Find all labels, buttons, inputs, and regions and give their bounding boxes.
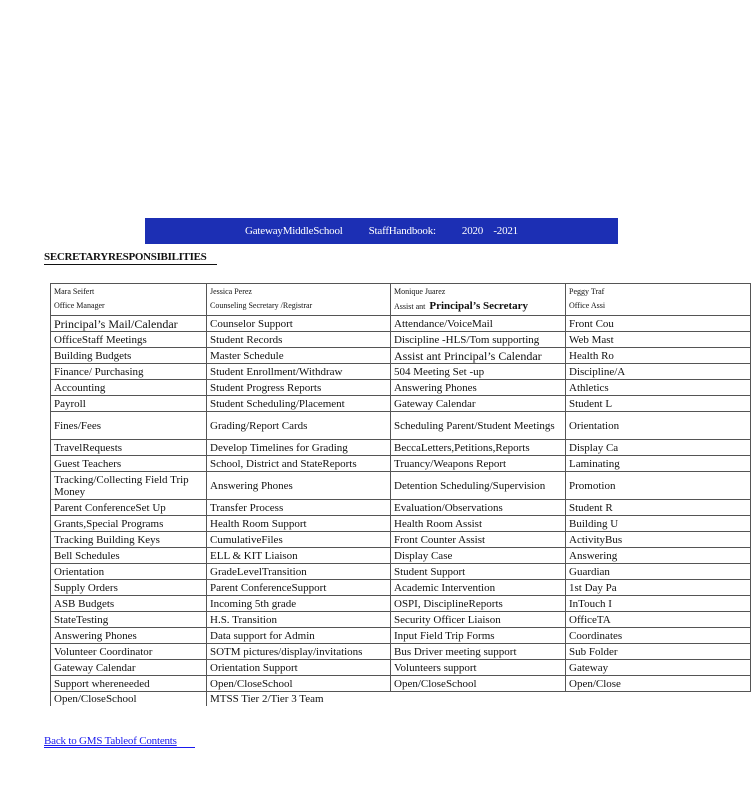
table-row (51, 456, 751, 472)
table-cell: Student Enrollment/Withdraw (207, 364, 391, 380)
table-cell: Volunteer Coordinator (51, 644, 207, 660)
staff-header-cell: Mara Seifert Office Manager (51, 284, 207, 316)
table-cell: Front Counter Assist (391, 532, 566, 548)
table-cell: Answering Phones (391, 380, 566, 396)
back-to-contents-link[interactable]: Back to GMS Tableof Contents (44, 735, 195, 748)
page-heading: SECRETARYRESPONSIBILITIES (44, 251, 217, 265)
table-cell: OSPI, DisciplineReports (391, 596, 566, 612)
table-cell: TravelRequests (51, 440, 207, 456)
table-row (51, 692, 751, 707)
table-cell: Grading/Report Cards (207, 412, 391, 440)
responsibilities-table (50, 283, 751, 706)
table-row (51, 580, 751, 596)
table-cell: Student Support (391, 564, 566, 580)
table-cell: Grants,Special Programs (51, 516, 207, 532)
table-row (51, 348, 751, 364)
table-cell: Sub Folder (566, 644, 751, 660)
year-range: 2020 -2021 (461, 225, 518, 237)
table-cell: OfficeTA (566, 612, 751, 628)
table-row (51, 396, 751, 412)
table-cell: Input Field Trip Forms (391, 628, 566, 644)
table-row (51, 364, 751, 380)
table-row (51, 472, 751, 500)
table-cell: Answering Phones (51, 628, 207, 644)
staff-header-cell: Jessica Perez Counseling Secretary /Registrar (207, 284, 391, 316)
table-cell: GradeLevelTransition (207, 564, 391, 580)
table-cell: Accounting (51, 380, 207, 396)
table-cell: Support whereneeded (51, 676, 207, 692)
staff-header-cell: Peggy Traf Office Assi (566, 284, 751, 316)
table-cell: Transfer Process (207, 500, 391, 516)
table-row (51, 628, 751, 644)
table-cell: Guardian (566, 564, 751, 580)
table-cell: Health Room Support (207, 516, 391, 532)
table-cell: Open/Close (566, 676, 751, 692)
responsibilities-table-container (50, 283, 626, 715)
staff-header-row (51, 284, 751, 316)
table-cell: Finance/ Purchasing (51, 364, 207, 380)
table-row (51, 676, 751, 692)
table-cell: Gateway Calendar (51, 660, 207, 676)
table-cell: Bus Driver meeting support (391, 644, 566, 660)
table-cell: Payroll (51, 396, 207, 412)
table-cell: Gateway (566, 660, 751, 676)
table-row (51, 380, 751, 396)
table-row (51, 332, 751, 348)
table-cell: Gateway Calendar (391, 396, 566, 412)
table-row (51, 612, 751, 628)
table-cell: OfficeStaff Meetings (51, 332, 207, 348)
table-row (51, 516, 751, 532)
table-cell: Student Progress Reports (207, 380, 391, 396)
table-cell: 1st Day Pa (566, 580, 751, 596)
handbook-banner (145, 218, 618, 244)
table-cell: Display Case (391, 548, 566, 564)
table-row (51, 644, 751, 660)
table-cell: Web Mast (566, 332, 751, 348)
table-cell: Master Schedule (207, 348, 391, 364)
table-row (51, 660, 751, 676)
table-row (51, 548, 751, 564)
table-cell: Health Room Assist (391, 516, 566, 532)
table-cell: Student Scheduling/Placement (207, 396, 391, 412)
table-cell: H.S. Transition (207, 612, 391, 628)
table-cell: ASB Budgets (51, 596, 207, 612)
table-cell: Student L (566, 396, 751, 412)
table-cell: Display Ca (566, 440, 751, 456)
table-cell: Laminating (566, 456, 751, 472)
table-row (51, 532, 751, 548)
table-cell: Health Ro (566, 348, 751, 364)
table-cell: ELL & KIT Liaison (207, 548, 391, 564)
table-cell: Volunteers support (391, 660, 566, 676)
table-cell: Building U (566, 516, 751, 532)
table-cell: Attendance/VoiceMail (391, 316, 566, 332)
table-row (51, 316, 751, 332)
table-cell: Building Budgets (51, 348, 207, 364)
table-cell: Counselor Support (207, 316, 391, 332)
table-cell: Evaluation/Observations (391, 500, 566, 516)
table-cell: Develop Timelines for Grading (207, 440, 391, 456)
table-row (51, 564, 751, 580)
table-cell: StateTesting (51, 612, 207, 628)
table-cell: Principal’s Mail/Calendar (51, 316, 207, 332)
table-cell: Answering Phones (207, 472, 391, 500)
table-cell: Coordinates (566, 628, 751, 644)
table-cell: InTouch I (566, 596, 751, 612)
table-cell: Fines/Fees (51, 412, 207, 440)
table-cell: Student Records (207, 332, 391, 348)
table-cell: ActivityBus (566, 532, 751, 548)
table-cell: Guest Teachers (51, 456, 207, 472)
table-cell: Front Cou (566, 316, 751, 332)
table-cell: Open/CloseSchool (51, 692, 207, 707)
table-cell: Discipline/A (566, 364, 751, 380)
table-cell: School, District and StateReports (207, 456, 391, 472)
table-cell: Assist ant Principal’s Calendar (391, 348, 566, 364)
table-cell: Truancy/Weapons Report (391, 456, 566, 472)
table-cell: Open/CloseSchool (207, 676, 391, 692)
table-cell: BeccaLetters,Petitions,Reports (391, 440, 566, 456)
table-cell: MTSS Tier 2/Tier 3 Team (207, 692, 391, 707)
table-cell: Parent ConferenceSet Up (51, 500, 207, 516)
table-cell: Data support for Admin (207, 628, 391, 644)
handbook-label: StaffHandbook: (368, 225, 436, 237)
table-cell: Athletics (566, 380, 751, 396)
table-cell: Orientation (51, 564, 207, 580)
table-cell: Promotion (566, 472, 751, 500)
table-cell: Bell Schedules (51, 548, 207, 564)
table-cell: Tracking/Collecting Field Trip Money (51, 472, 207, 500)
table-cell: Detention Scheduling/Supervision (391, 472, 566, 500)
table-cell: Incoming 5th grade (207, 596, 391, 612)
table-cell: Open/CloseSchool (391, 676, 566, 692)
table-cell: Answering (566, 548, 751, 564)
table-cell: Orientation (566, 412, 751, 440)
table-row (51, 596, 751, 612)
table-cell: Supply Orders (51, 580, 207, 596)
staff-header-cell: Monique Juarez Assist ant Principal’s Secretary (391, 284, 566, 316)
table-cell: Parent ConferenceSupport (207, 580, 391, 596)
table-cell: SOTM pictures/display/invitations (207, 644, 391, 660)
table-cell: Student R (566, 500, 751, 516)
table-cell: CumulativeFiles (207, 532, 391, 548)
school-name: GatewayMiddleSchool (245, 225, 343, 237)
table-row (51, 440, 751, 456)
table-row (51, 500, 751, 516)
table-cell: Security Officer Liaison (391, 612, 566, 628)
table-cell: Tracking Building Keys (51, 532, 207, 548)
table-cell: Orientation Support (207, 660, 391, 676)
table-row (51, 412, 751, 440)
table-cell: Discipline -HLS/Tom supporting (391, 332, 566, 348)
table-cell: 504 Meeting Set -up (391, 364, 566, 380)
table-cell: Academic Intervention (391, 580, 566, 596)
table-cell: Scheduling Parent/Student Meetings (391, 412, 566, 440)
